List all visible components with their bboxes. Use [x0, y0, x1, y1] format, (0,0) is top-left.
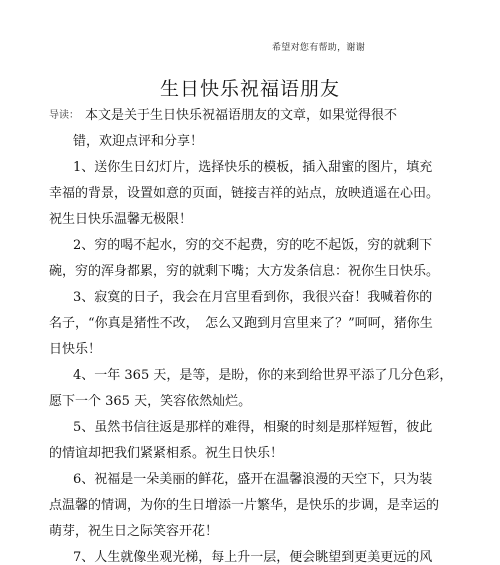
paragraph-line: 5、虽然书信往返是那样的难得，相聚的时刻是那样短暂，彼此: [73, 420, 433, 435]
paragraph-line: 4、一年 365 天，是等，是盼，你的来到给世界平添了几分色彩，: [73, 368, 453, 383]
intro-label: 导读：: [49, 110, 79, 121]
intro-line: 错，欢迎点评和分享！: [73, 134, 204, 149]
document-title: 生日快乐祝福语朋友: [159, 78, 340, 100]
paragraph-line: 3、寂寞的日子，我会在月宫里看到你，我很兴奋！我喊着你的: [73, 290, 433, 305]
paragraph-line: 碗，穷的浑身都累，穷的就剩下嘴；大方发条信息：祝你生日快乐。: [49, 264, 440, 279]
paragraph-line: 7、人生就像坐观光梯，每上升一层，便会眺望到更美更远的风: [73, 550, 433, 565]
paragraph-line: 6、祝福是一朵美丽的鲜花，盛开在温馨浪漫的天空下，只为装: [73, 472, 433, 487]
paragraph-line: 2、穷的喝不起水，穷的交不起费，穷的吃不起饭，穷的就剩下: [73, 238, 433, 253]
header-note: 希望对您有帮助，谢谢: [272, 43, 366, 53]
intro-line: [49, 105, 397, 127]
paragraph-line: 1、送你生日幻灯片，选择快乐的模板，插入甜蜜的图片，填充: [73, 160, 433, 175]
paragraph-line: 愿下一个 365 天，笑容依然灿烂。: [49, 394, 252, 409]
intro-text: 本文是关于生日快乐祝福语朋友的文章，如果觉得很不: [85, 108, 398, 123]
paragraph-line: 日快乐！: [49, 342, 102, 357]
paragraph-line: 名子，“你真是猪性不改， 怎么又跑到月宫里来了？”呵呵，猪你生: [49, 316, 433, 331]
paragraph-line: 祝生日快乐温馨无极限！: [49, 212, 193, 227]
paragraph-line: 的情谊却把我们紧紧相系。祝生日快乐！: [49, 446, 284, 461]
paragraph-line: 幸福的背景，设置如意的页面，链接吉祥的站点，放映逍遥在心田。: [49, 186, 440, 201]
paragraph-line: 萌芽，祝生日之际笑容开花！: [49, 524, 219, 539]
paragraph-line: 点温馨的情调，为你的生日增添一片繁华，是快乐的步调，是幸运的: [49, 498, 440, 513]
